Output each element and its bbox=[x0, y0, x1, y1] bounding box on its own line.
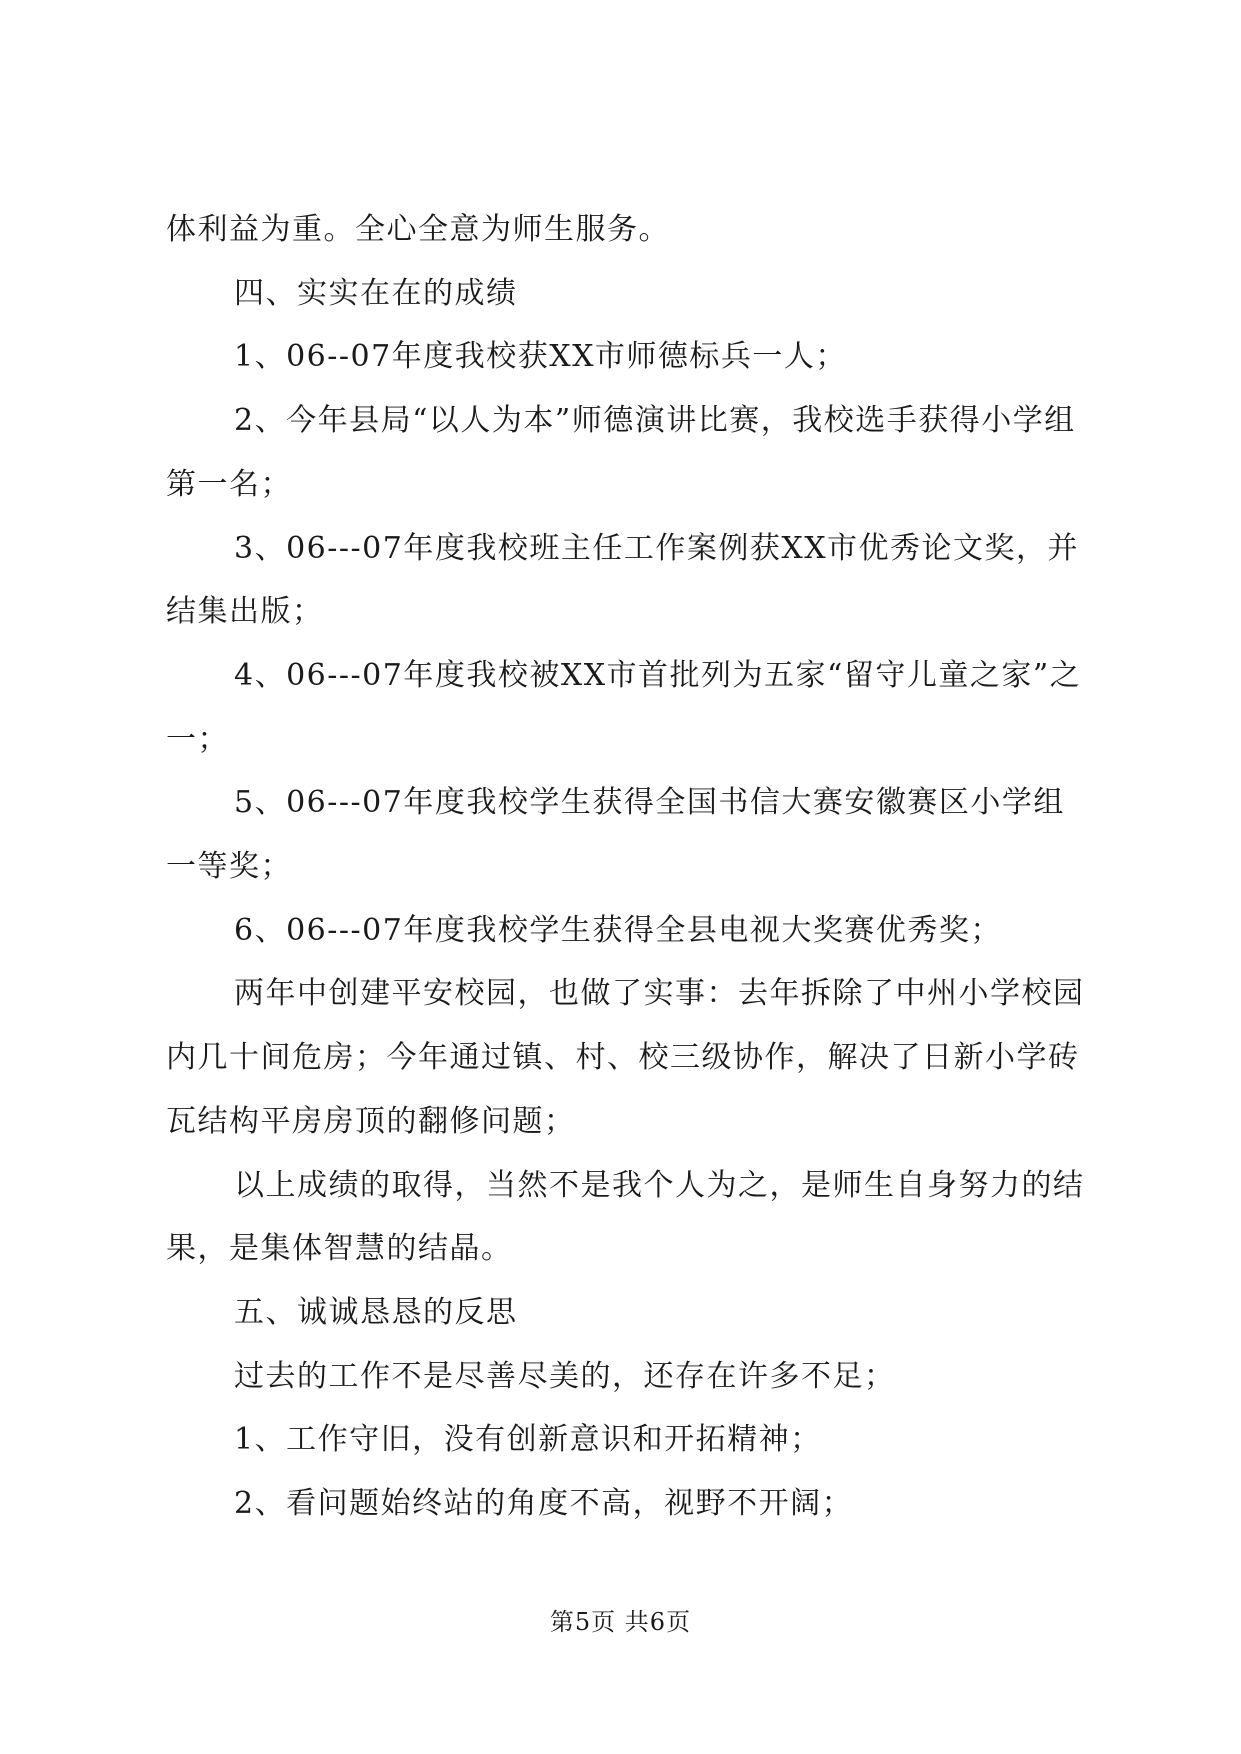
paragraph-safe-campus: 两年中创建平安校园，也做了实事：去年拆除了中州小学校园内几十间危房；今年通过镇、村、校三级协作，解决了日新小学砖瓦结构平房房顶的翻修问题； bbox=[166, 976, 1085, 1139]
list-item-achievement-3: 3、06---07年度我校班主任工作案例获XX市优秀论文奖，并结集出版； bbox=[166, 530, 1080, 630]
list-item-achievement-5: 5、06---07年度我校学生获得全国书信大赛安徽赛区小学组一等奖； bbox=[166, 785, 1065, 885]
page-footer bbox=[0, 1606, 1241, 1638]
section-heading-achievements: 四、实实在在的成绩 bbox=[234, 275, 518, 311]
paragraph-0: 体利益为重。全心全意为师生服务。 bbox=[166, 212, 670, 247]
list-item-achievement-1: 1、06--07年度我校获XX市师德标兵一人； bbox=[234, 339, 847, 375]
list-item-achievement-6: 6、06---07年度我校学生获得全县电视大奖赛优秀奖； bbox=[234, 912, 1002, 948]
list-item-achievement-4: 4、06---07年度我校被XX市首批列为五家“留守儿童之家”之一； bbox=[166, 657, 1082, 757]
section-heading-reflection: 五、诚诚恳恳的反思 bbox=[234, 1294, 518, 1330]
page-number-label: 第5页 共6页 bbox=[549, 1608, 692, 1636]
document-body bbox=[166, 198, 1090, 1536]
paragraph-achievement-summary: 以上成绩的取得，当然不是我个人为之，是师生自身努力的结果，是集体智慧的结晶。 bbox=[166, 1167, 1085, 1267]
list-item-achievement-2: 2、今年县局“以人为本”师德演讲比赛，我校选手获得小学组第一名； bbox=[166, 403, 1076, 502]
list-item-shortcoming-2: 2、看问题始终站的角度不高，视野不开阔； bbox=[234, 1486, 854, 1522]
paragraph-shortcomings-intro: 过去的工作不是尽善尽美的，还存在许多不足； bbox=[234, 1358, 896, 1394]
list-item-shortcoming-1: 1、工作守旧，没有创新意识和开拓精神； bbox=[234, 1422, 822, 1458]
